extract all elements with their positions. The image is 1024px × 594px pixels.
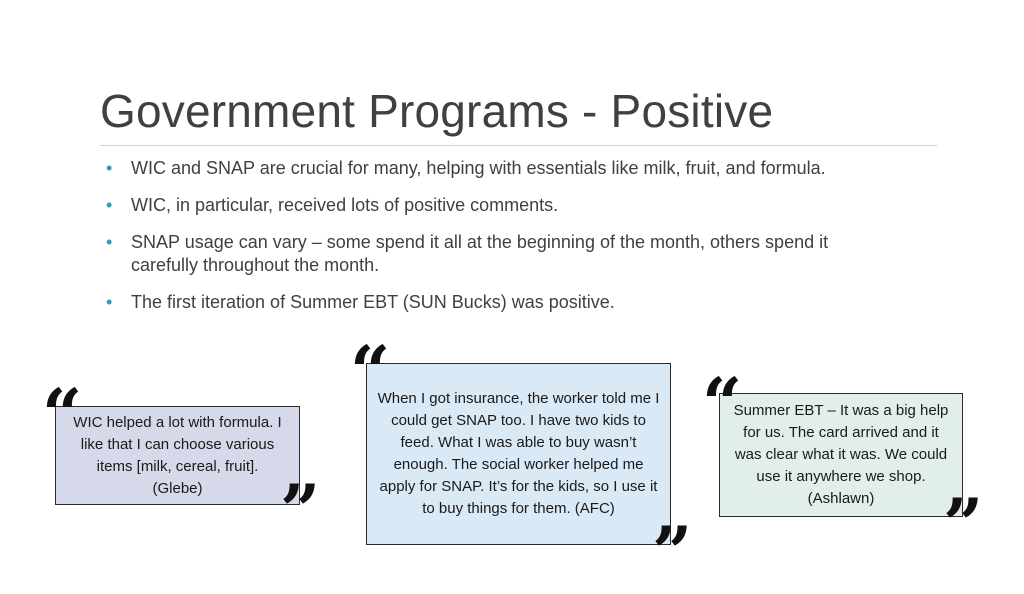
- bullet-item: [106, 157, 896, 180]
- bullet-item: [106, 194, 896, 217]
- close-quote-icon: ”: [280, 469, 321, 552]
- quote-text: Summer EBT – It was a big help for us. The card arrived and it was clear what it was. We could use it anywhere we shop. (Ashlawn): [733, 402, 949, 507]
- open-quote-icon: “: [42, 373, 83, 456]
- bullet-text: WIC and SNAP are crucial for many, helping with essentials like milk, fruit, and formula.: [131, 158, 826, 178]
- bullet-icon: •: [106, 158, 113, 178]
- bullet-text: The first iteration of Summer EBT (SUN Bucks) was positive.: [131, 292, 615, 312]
- bullet-item: [106, 291, 896, 314]
- bullet-icon: •: [106, 292, 113, 312]
- title-divider: [100, 145, 937, 146]
- bullet-icon: •: [106, 195, 113, 215]
- bullet-list: [106, 157, 896, 328]
- bullet-icon: •: [106, 232, 113, 252]
- bullet-item: [106, 231, 896, 277]
- quote-box-summer-ebt: [719, 393, 963, 517]
- close-quote-icon: ”: [943, 483, 984, 566]
- open-quote-icon: “: [350, 330, 391, 413]
- close-quote-icon: ”: [652, 511, 693, 594]
- quote-text: When I got insurance, the worker told me I could get SNAP too. I have two kids to feed. What I was able to buy wasn’t enough. The social worker helped me apply for SNAP. It’s for the kids, so I use it to buy things for them. (AFC): [377, 390, 660, 517]
- open-quote-icon: “: [702, 362, 743, 445]
- quote-text: WIC helped a lot with formula. I like that I can choose various items [milk, cereal, fruit]. (Glebe): [73, 413, 282, 497]
- bullet-text: SNAP usage can vary – some spend it all at the beginning of the month, others spend it carefully throughout the month.: [131, 232, 829, 275]
- slide-title: Government Programs - Positive: [100, 85, 774, 137]
- bullet-text: WIC, in particular, received lots of positive comments.: [131, 195, 559, 215]
- quote-box-snap: [366, 363, 671, 545]
- quote-box-wic: [55, 406, 300, 505]
